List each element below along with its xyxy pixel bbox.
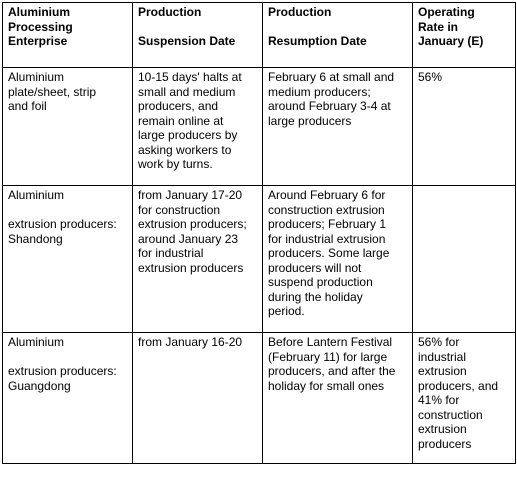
cell-suspension-date: 10-15 days' halts at small and medium producers, and remain online at large producers by asking workers to work by turns. [133,68,263,186]
production-schedule-table [2,2,516,464]
cell-enterprise: Aluminium plate/sheet, strip and foil [3,68,133,186]
cell-operating-rate: 56% [413,68,516,186]
header-suspension-date: Production Suspension Date [133,3,263,68]
cell-suspension-date: from January 16-20 [133,333,263,464]
cell-resumption-date: Before Lantern Festival (February 11) for large producers, and after the holiday for small ones [263,333,413,464]
table-row [3,68,516,186]
cell-resumption-date: Around February 6 for construction extrusion producers; February 1 for industrial extrusion producers. Some large producers will not suspend production during the holiday period. [263,186,413,333]
table-row [3,333,516,464]
cell-operating-rate [413,186,516,333]
header-enterprise: Aluminium Processing Enterprise [3,3,133,68]
cell-operating-rate: 56% for industrial extrusion producers, and 41% for construction extrusion producers [413,333,516,464]
cell-suspension-date: from January 17-20 for construction extrusion producers; around January 23 for industrial extrusion producers [133,186,263,333]
table-row [3,186,516,333]
cell-resumption-date: February 6 at small and medium producers; around February 3-4 at large producers [263,68,413,186]
cell-enterprise: Aluminium extrusion producers: Guangdong [3,333,133,464]
header-resumption-date: Production Resumption Date [263,3,413,68]
header-row [3,3,516,68]
cell-enterprise: Aluminium extrusion producers: Shandong [3,186,133,333]
header-operating-rate: Operating Rate in January (E) [413,3,516,68]
